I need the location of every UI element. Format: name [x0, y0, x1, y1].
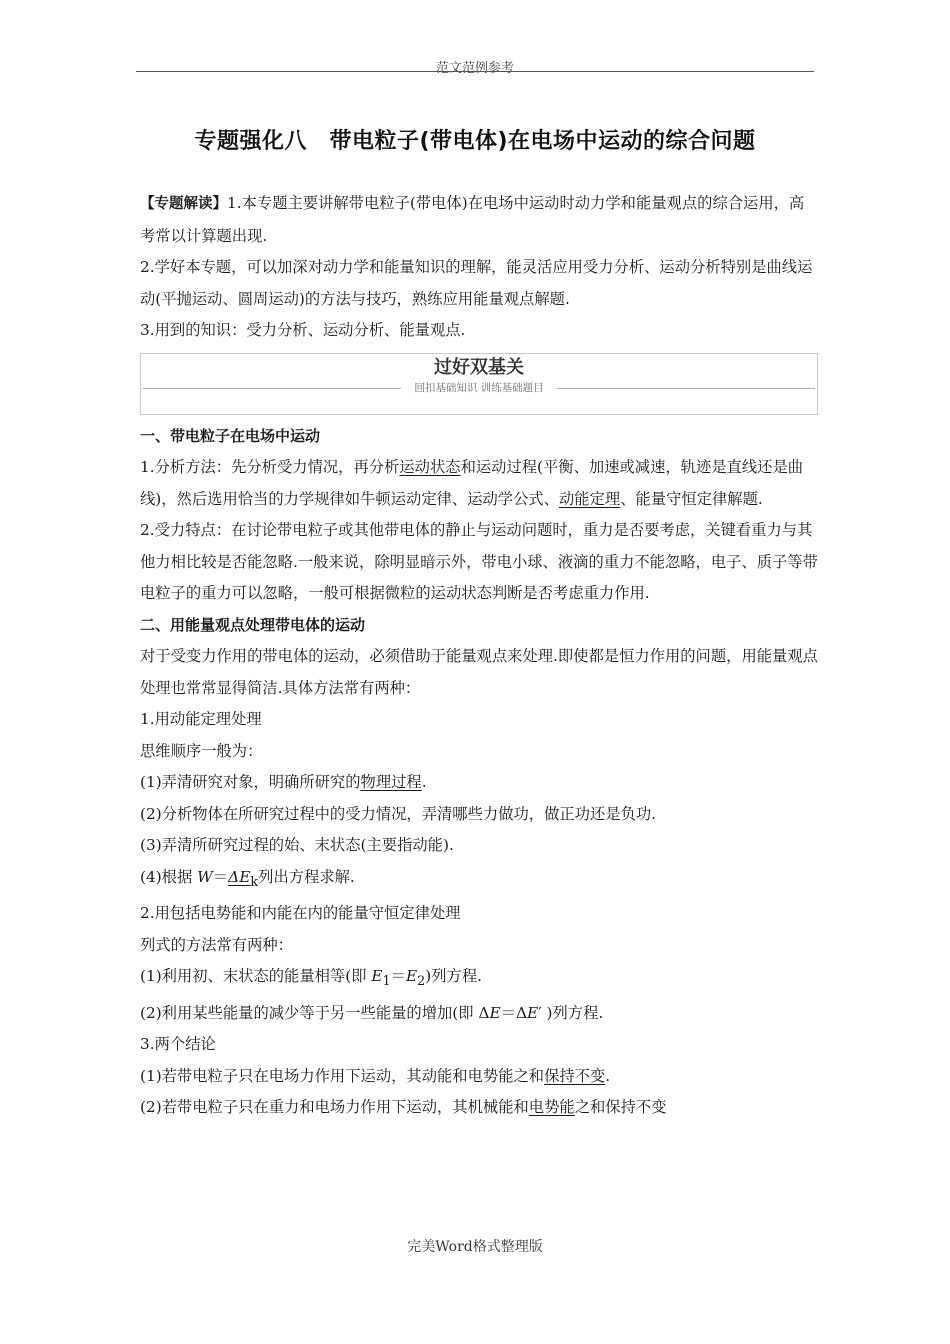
method-1-step-1: (1)弄清研究对象，明确所研究的物理过程. [140, 773, 427, 791]
underlined-term: $\Delta E_k$ [228, 867, 259, 890]
underlined-term: 电势能 [528, 1098, 575, 1117]
intro-tag: 【专题解读】 [140, 196, 227, 212]
header-rule [136, 71, 814, 72]
section-1-item-1: 1.分析方法：先分析受力情况，再分析运动状态和运动过程(平衡、加速或减速，轨迹是直线还是曲线)，然后选用恰当的力学规律如牛顿运动定律、运动学公式、动能定理、能量守恒定律解题. [140, 458, 804, 508]
method-1-step-4: (4)根据 $W=\Delta E_k$列出方程求解. [140, 867, 355, 890]
conclusion-1: (1)若带电粒子只在电场力作用下运动，其动能和电势能之和保持不变. [140, 1066, 611, 1085]
intro-paragraph-2: 2.学好本专题，可以加深对动力学和能量知识的理解，能灵活应用受力分析、运动分析特别是曲线运动(平抛运动、圆周运动)的方法与技巧，熟练应用能量观点解题. [140, 258, 813, 308]
page-footer: 完美Word格式整理版 [407, 1239, 543, 1255]
method-1-order: 思维顺序一般为： [140, 741, 263, 760]
method-2-heading: 2.用包括电势能和内能在内的能量守恒定律处理 [140, 904, 461, 923]
intro-paragraph-1: 【专题解读】1.本专题主要讲解带电粒子(带电体)在电场中运动时动力学和能量观点的综合运用，高考常以计算题出现. [140, 194, 805, 245]
section-2-heading: 二、用能量观点处理带电体的运动 [140, 615, 366, 634]
page-title: 专题强化八 带电粒子(带电体)在电场中运动的综合问题 [194, 129, 756, 154]
underlined-term: 物理过程 [360, 773, 422, 791]
method-2-intro: 列式的方法常有两种： [140, 935, 293, 954]
method-1-heading: 1.用动能定理处理 [140, 710, 262, 728]
banner-subtitle: 回扣基础知识 训练基础题目 [414, 381, 544, 394]
section-banner [140, 353, 818, 415]
page-header: 范文范例参考 [435, 61, 514, 76]
underlined-term: 保持不变 [544, 1066, 606, 1085]
underlined-term: 运动状态 [399, 458, 461, 476]
method-1-step-2: (2)分析物体在所研究过程中的受力情况，弄清哪些力做功，做正功还是负功. [140, 804, 657, 823]
underlined-term: 动能定理 [559, 489, 621, 508]
section-1-heading: 一、带电粒子在电场中运动 [140, 426, 321, 445]
method-3-heading: 3.两个结论 [140, 1035, 216, 1054]
method-2-step-1: (1)利用初、末状态的能量相等(即 $E_1=E_2$)列方程. [140, 967, 482, 990]
document-body [140, 188, 818, 1124]
method-1-step-3: (3)弄清所研究过程的始、末状态(主要指动能). [140, 836, 454, 854]
banner-title: 过好双基关 [434, 356, 524, 378]
section-1-item-2: 2.受力特点：在讨论带电粒子或其他带电体的静止与运动问题时，重力是否要考虑，关键看重力与其他力相比较是否能忽略.一般来说，除明显暗示外，带电小球、液滴的重力不能忽略，电子、质子等带电粒子的重力可以忽略，一般可根据微粒的运动状态判断是否考虑重力作用. [140, 521, 818, 602]
section-2-intro: 对于受变力作用的带电体的运动，必须借助于能量观点来处理.即使都是恒力作用的问题，用能量观点处理也常常显得简洁.具体方法常有两种： [140, 647, 818, 697]
conclusion-2: (2)若带电粒子只在重力和电场力作用下运动，其机械能和电势能之和保持不变 [140, 1098, 667, 1117]
intro-paragraph-3: 3.用到的知识：受力分析、运动分析、能量观点. [140, 321, 466, 339]
method-2-step-2: (2)利用某些能量的减少等于另一些能量的增加(即 ΔE＝ΔE′ )列方程. [140, 1003, 604, 1022]
